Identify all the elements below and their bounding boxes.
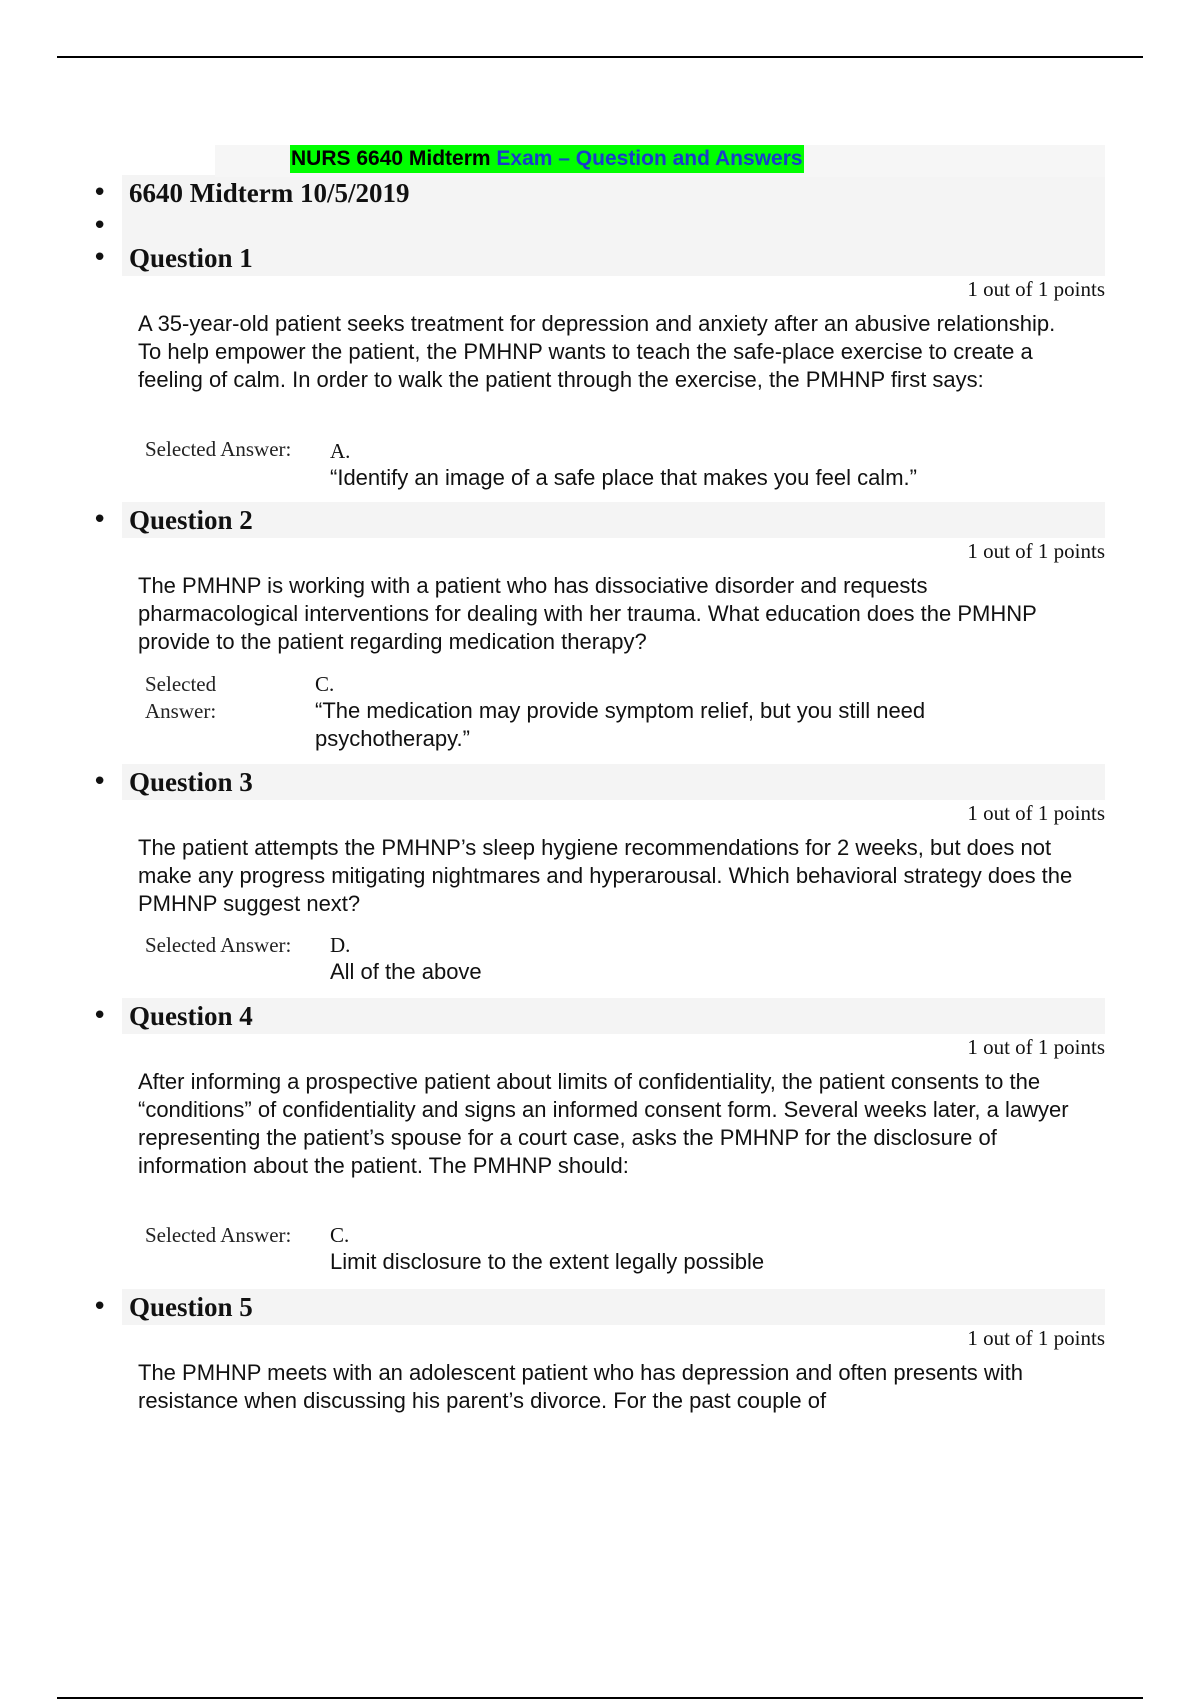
selected-answer-label: Selected Answer: (145, 437, 292, 461)
bullet-icon: • (92, 767, 108, 797)
question-text: The patient attempts the PMHNP’s sleep hygiene recommendations for 2 weeks, but does not make any progress mitigating nightmares and hyperarousal. Which behavioral strategy does the PMHNP suggest next? (138, 835, 1073, 916)
selected-answer-text: Limit disclosure to the extent legally possible (330, 1249, 765, 1274)
top-rule (57, 56, 1143, 58)
exam-subtitle: 6640 Midterm 10/5/2019 (129, 178, 410, 208)
bottom-rule (57, 1697, 1143, 1699)
question-block (125, 275, 1105, 495)
question-heading-row (92, 240, 1105, 276)
bullet-icon: • (92, 243, 108, 273)
title-part-2: Exam – Question and Answers (496, 147, 803, 170)
points-label: 1 out of 1 points (967, 801, 1105, 825)
question-text: After informing a prospective patient about limits of confidentiality, the patient consents to the “conditions” of confidentiality and signs an informed consent form. Several weeks later, a lawyer representing the patient’s spouse for a court case, asks the PMHNP for the disclosure of information about the patient. The PMHNP should: (138, 1069, 1069, 1178)
selected-answer-letter: D. (330, 933, 351, 957)
question-block (125, 799, 1105, 989)
question-heading: Question 4 (129, 1001, 253, 1031)
bullet-icon: • (92, 505, 108, 535)
bullet-icon: • (92, 1292, 108, 1322)
document-title (215, 145, 1105, 177)
title-part-1: NURS 6640 Midterm (291, 147, 497, 170)
empty-bullet-row (92, 208, 1105, 244)
points-label: 1 out of 1 points (967, 1035, 1105, 1059)
selected-answer-text: “Identify an image of a safe place that makes you feel calm.” (330, 465, 917, 490)
subtitle-row (92, 175, 1105, 211)
points-label: 1 out of 1 points (967, 539, 1105, 563)
question-heading: Question 2 (129, 505, 253, 535)
title-highlight (290, 145, 804, 173)
selected-answer-letter: C. (315, 672, 335, 696)
selected-answer-text: All of the above (330, 959, 482, 984)
question-text: A 35-year-old patient seeks treatment for depression and anxiety after an abusive relationship. To help empower the patient, the PMHNP wants to teach the safe-place exercise to create a feeling of calm. In order to walk the patient through the exercise, the PMHNP first says: (138, 311, 1056, 392)
question-text: The PMHNP meets with an adolescent patient who has depression and often presents with resistance when discussing his parent’s divorce. For the past couple of (138, 1360, 1023, 1413)
question-heading-row (92, 502, 1105, 538)
selected-answer-letter: C. (330, 1223, 350, 1247)
question-heading-row (92, 764, 1105, 800)
bullet-icon: • (92, 1001, 108, 1031)
question-heading: Question 5 (129, 1292, 253, 1322)
points-label: 1 out of 1 points (967, 1326, 1105, 1350)
bullet-icon: • (92, 178, 108, 208)
question-heading-row (92, 998, 1105, 1034)
selected-answer-letter: A. (330, 439, 351, 463)
points-label: 1 out of 1 points (967, 277, 1105, 301)
selected-answer-label: Selected Answer: (145, 672, 217, 723)
selected-answer-label: Selected Answer: (145, 933, 292, 957)
selected-answer-label: Selected Answer: (145, 1223, 292, 1247)
bullet-icon: • (92, 211, 108, 241)
question-block (125, 1324, 1105, 1434)
question-block (125, 537, 1105, 757)
question-block (125, 1033, 1105, 1283)
question-heading-row (92, 1289, 1105, 1325)
question-heading: Question 3 (129, 767, 253, 797)
question-heading: Question 1 (129, 243, 253, 273)
question-text: The PMHNP is working with a patient who has dissociative disorder and requests pharmacological interventions for dealing with her trauma. What education does the PMHNP provide to the patient regarding medication therapy? (138, 573, 1037, 654)
selected-answer-text: “The medication may provide symptom relief, but you still need psychotherapy.” (315, 698, 926, 751)
